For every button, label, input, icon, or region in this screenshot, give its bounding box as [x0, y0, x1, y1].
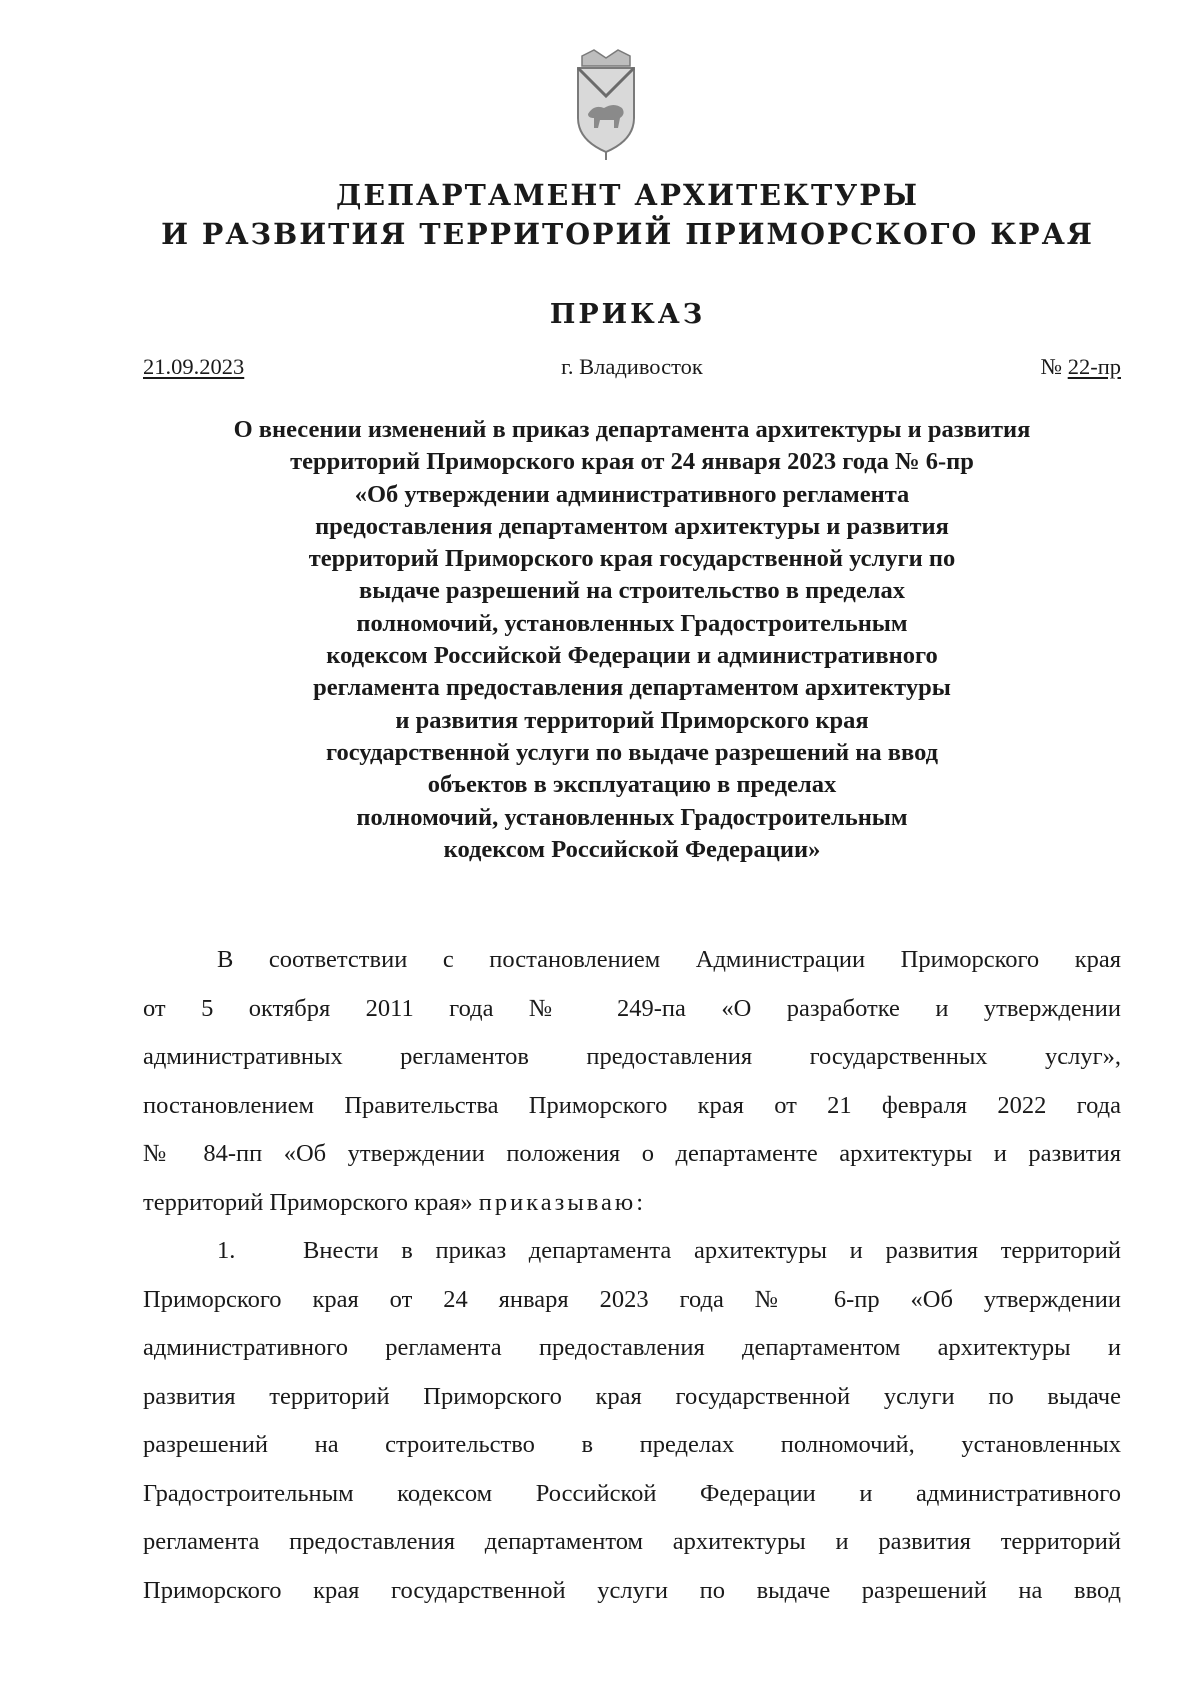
preamble-line: постановлением Правительства Приморского края от 21 февраля 2022 года: [143, 1091, 1121, 1119]
order-meta-row: [143, 354, 1121, 384]
subject-line: полномочий, установленных Градостроительным: [356, 803, 908, 831]
subject-line: государственной услуги по выдаче разрешений на ввод: [325, 738, 939, 766]
department-title-line2: И РАЗВИТИЯ ТЕРРИТОРИЙ ПРИМОРСКОГО КРАЯ: [161, 217, 1094, 251]
subject-line: выдаче разрешений на строительство в пределах: [359, 577, 905, 605]
coat-of-arms-icon: [574, 48, 638, 163]
order-number-value: 22-пр: [1067, 354, 1121, 379]
preamble-line: В соответствии с постановлением Администрации Приморского края: [217, 946, 1121, 973]
item-1-line: разрешений на строительство в пределах полномочий, установленных: [143, 1431, 1121, 1458]
item-1-first-line-text: Внести в приказ департамента архитектуры и развития территорий: [303, 1237, 1121, 1264]
subject-line: полномочий, установленных Градостроительным: [356, 609, 908, 637]
department-title-line1: ДЕПАРТАМЕНТ АРХИТЕКТУРЫ: [336, 178, 919, 212]
subject-line: О внесении изменений в приказ департамента архитектуры и развития: [233, 416, 1031, 443]
subject-line: регламента предоставления департаментом архитектуры: [313, 674, 951, 702]
preamble-last-line: [143, 1179, 1121, 1228]
order-date: 21.09.2023: [143, 354, 245, 379]
order-number-prefix: №: [1040, 354, 1063, 379]
order-subject: [143, 414, 1121, 866]
item-1-first-line: [143, 1227, 1121, 1276]
subject-line: предоставления департаментом архитектуры и развития: [315, 512, 949, 540]
subject-line: и развития территорий Приморского края: [395, 706, 869, 734]
department-title: [0, 176, 1200, 254]
subject-line: «Об утверждении административного регламента: [354, 480, 910, 508]
preamble-line: административных регламентов предоставления государственных услуг»,: [143, 1043, 1121, 1070]
item-1-line: развития территорий Приморского края государственной услуги по выдаче: [143, 1382, 1121, 1410]
subject-line: территорий Приморского края государственной услуги по: [308, 545, 956, 573]
preamble-line-text: территорий Приморского края»: [143, 1188, 473, 1216]
item-1-line: Приморского края от 24 января 2023 года № 6-пр «Об утверждении: [143, 1285, 1121, 1313]
order-body: [143, 936, 1121, 1615]
order-verb: приказываю:: [478, 1188, 647, 1216]
document-type: ПРИКАЗ: [549, 299, 706, 330]
preamble-line: от 5 октября 2011 года № 249-па «О разработке и утверждении: [143, 994, 1121, 1022]
subject-line: кодексом Российской Федерации и административного: [326, 642, 938, 670]
item-1-line: регламента предоставления департаментом архитектуры и развития территорий: [143, 1528, 1121, 1555]
item-1-line: Приморского края государственной услуги по выдаче разрешений на ввод: [143, 1576, 1121, 1604]
item-1-number: 1.: [217, 1237, 236, 1264]
order-city: г. Владивосток: [561, 354, 703, 379]
preamble-line: № 84-пп «Об утверждении положения о департаменте архитектуры и развития: [143, 1140, 1121, 1167]
order-number: [1041, 354, 1121, 380]
subject-line: территорий Приморского края от 24 января 2023 года № 6-пр: [290, 448, 974, 476]
subject-line: кодексом Российской Федерации»: [443, 835, 821, 863]
item-1-line: административного регламента предоставления департаментом архитектуры и: [143, 1334, 1121, 1361]
subject-line: объектов в эксплуатацию в пределах: [427, 771, 837, 799]
item-1-line: Градостроительным кодексом Российской Федерации и административного: [143, 1479, 1121, 1507]
